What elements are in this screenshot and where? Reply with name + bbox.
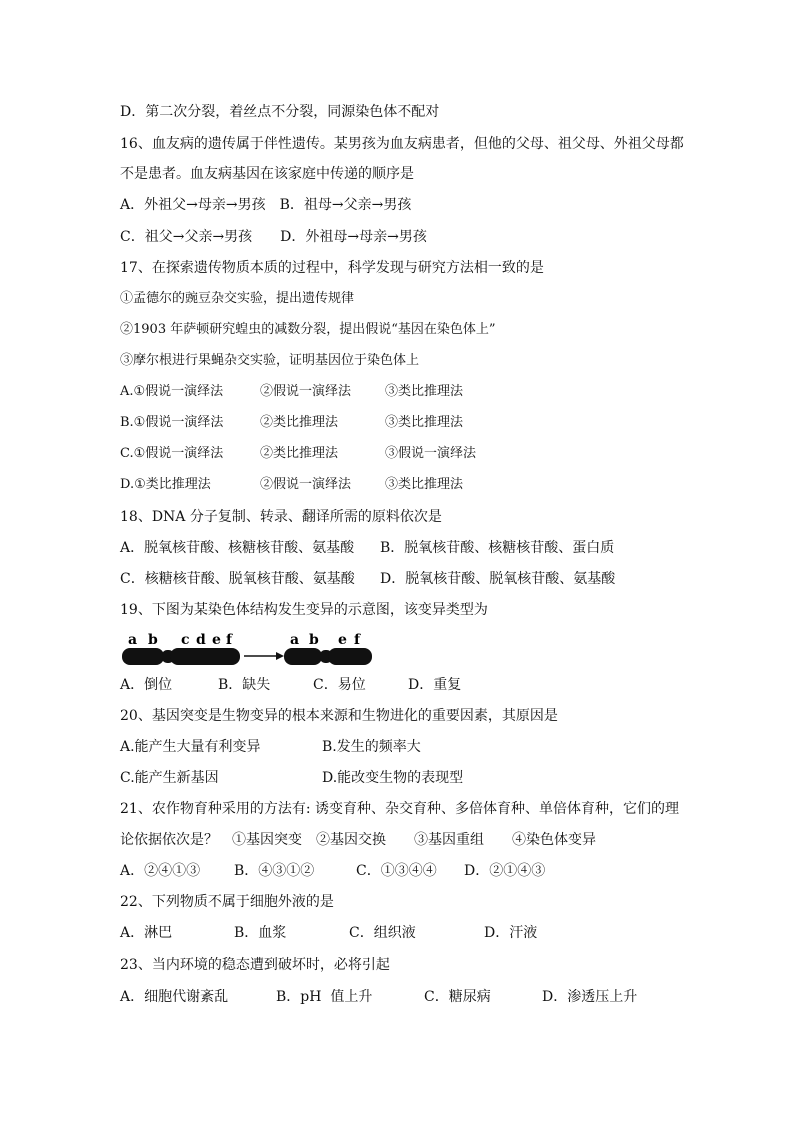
q21-stem-line2: 论依据依次是？ ①基因突变 ②基因交换 ③基因重组 ④染色体变异 — [120, 832, 596, 848]
mutated-chromosome — [284, 648, 372, 665]
q23-option-b: B．pH 值上升 — [276, 989, 373, 1005]
q17-option-d-2: ②假说一演绎法 — [260, 477, 352, 492]
q20-option-d: D.能改变生物的表现型 — [322, 770, 464, 786]
chromosome-diagram — [118, 628, 378, 672]
label-b: b — [309, 632, 319, 648]
q19-stem: 19、下图为某染色体结构发生变异的示意图，该变异类型为 — [120, 602, 488, 618]
q20-option-a: A.能产生大量有利变异 — [120, 739, 261, 755]
q23-option-c: C．糖尿病 — [424, 989, 491, 1005]
q16-stem-line2: 不是患者。血友病基因在该家庭中传递的顺序是 — [120, 166, 414, 182]
mutated-chromosome-labels — [290, 632, 361, 648]
q22-option-c: C．组织液 — [349, 925, 416, 941]
label-c: c — [181, 632, 190, 648]
q17-option-c-1: C.①假说一演绎法 — [120, 446, 224, 461]
q17-stem: 17、在探索遗传物质本质的过程中，科学发现与研究方法相一致的是 — [120, 260, 544, 276]
q17-statement-2: ②1903 年萨顿研究蝗虫的减数分裂，提出假说“基因在染色体上” — [120, 322, 496, 337]
label-e: e — [212, 632, 221, 648]
label-a: a — [290, 632, 300, 648]
q22-option-a: A．淋巴 — [120, 925, 173, 941]
q17-statement-3: ③摩尔根进行果蝇杂交实验，证明基因位于染色体上 — [120, 353, 420, 368]
q17-option-b-1: B.①假说一演绎法 — [120, 415, 224, 430]
q19-option-b: B．缺失 — [218, 677, 271, 693]
q21-option-c: C．①③④④ — [356, 863, 437, 879]
label-f: f — [354, 632, 361, 648]
q18-option-c: C．核糖核苷酸、脱氧核苷酸、氨基酸 — [120, 571, 355, 587]
original-chromosome-labels — [128, 632, 233, 648]
q23-option-a: A．细胞代谢紊乱 — [120, 989, 229, 1005]
original-chromosome — [122, 648, 240, 665]
label-f: f — [226, 632, 233, 648]
q23-stem: 23、当内环境的稳态遭到破坏时，必将引起 — [120, 957, 390, 973]
q17-option-a-1: A.①假说一演绎法 — [120, 384, 224, 399]
q20-option-c: C.能产生新基因 — [120, 770, 219, 786]
q18-option-d: D．脱氧核苷酸、脱氧核苷酸、氨基酸 — [380, 571, 616, 587]
q19-option-c: C．易位 — [313, 677, 366, 693]
q22-stem: 22、下列物质不属于细胞外液的是 — [120, 894, 334, 910]
q17-option-b-2: ②类比推理法 — [260, 415, 339, 430]
q16-stem-line1: 16、血友病的遗传属于伴性遗传。某男孩为血友病患者，但他的父母、祖父母、外祖父母都 — [120, 136, 684, 152]
q18-stem: 18、DNA 分子复制、转录、翻译所需的原料依次是 — [120, 509, 442, 525]
label-b: b — [148, 632, 158, 648]
q21-option-a: A．②④①③ — [120, 863, 201, 879]
q21-option-d: D．②①④③ — [464, 863, 546, 879]
q17-option-c-3: ③假说一演绎法 — [385, 446, 477, 461]
q19-option-d: D．重复 — [408, 677, 462, 693]
q15-option-d: D．第二次分裂，着丝点不分裂，同源染色体不配对 — [120, 104, 440, 120]
q17-option-b-3: ③类比推理法 — [385, 415, 464, 430]
q16-options-ab: A．外祖父→母亲→男孩 B．祖母→父亲→男孩 — [120, 197, 412, 213]
q17-option-d-1: D.①类比推理法 — [120, 477, 211, 492]
q17-option-a-3: ③类比推理法 — [385, 384, 464, 399]
q20-stem: 20、基因突变是生物变异的根本来源和生物进化的重要因素，其原因是 — [120, 708, 558, 724]
q21-option-b: B．④③①② — [234, 863, 315, 879]
label-e: e — [338, 632, 347, 648]
q18-option-a: A．脱氧核苷酸、核糖核苷酸、氨基酸 — [120, 540, 355, 556]
q19-option-a: A．倒位 — [120, 677, 173, 693]
q23-option-d: D．渗透压上升 — [542, 989, 638, 1005]
q20-option-b: B.发生的频率大 — [322, 739, 421, 755]
q21-stem-line1: 21、农作物育种采用的方法有: 诱变育种、杂交育种、多倍体育种、单倍体育种，它们的理 — [120, 801, 679, 817]
label-d: d — [196, 632, 206, 648]
arrow-icon — [244, 652, 284, 660]
q17-option-d-3: ③类比推理法 — [385, 477, 464, 492]
q17-option-a-2: ②假说一演绎法 — [260, 384, 352, 399]
q17-statement-1: ①孟德尔的豌豆杂交实验，提出遗传规律 — [120, 291, 355, 306]
q22-option-b: B．血浆 — [234, 925, 287, 941]
q18-option-b: B．脱氧核苷酸、核糖核苷酸、蛋白质 — [380, 540, 615, 556]
label-a: a — [128, 632, 138, 648]
q22-option-d: D．汗液 — [484, 925, 538, 941]
q17-option-c-2: ②类比推理法 — [260, 446, 339, 461]
q16-options-cd: C．祖父→父亲→男孩 D．外祖母→母亲→男孩 — [120, 229, 427, 245]
